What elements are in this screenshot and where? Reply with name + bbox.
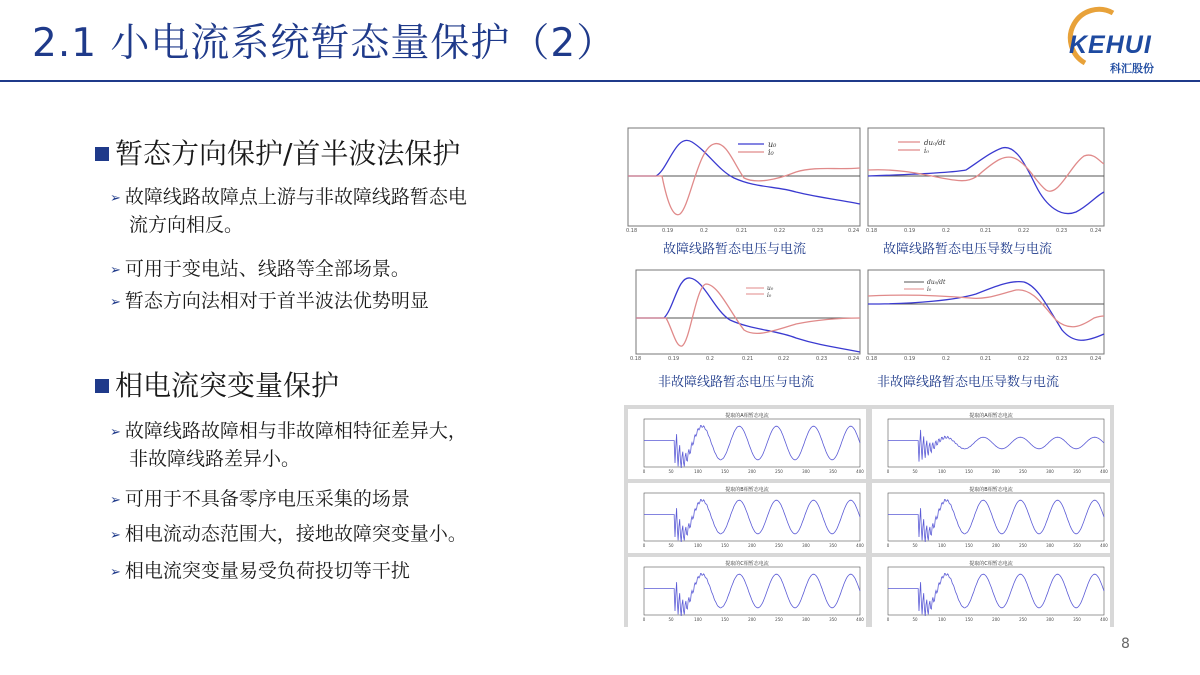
x-tick-label: 0.24 [848,228,860,234]
x-tick-label: 0.18 [630,356,642,362]
panel-x-tick-label: 200 [992,617,1000,622]
panel-x-tick-label: 0 [642,469,646,474]
legend-label: u₀ [767,285,774,292]
list-item: ➢ 可用于变电站、线路等全部场景。 [110,258,410,280]
page-number: 8 [1121,636,1130,652]
panel-x-tick-label: 200 [748,469,756,474]
panel-x-tick-label: 200 [992,543,1000,548]
panel-x-tick-label: 400 [856,617,864,622]
panel-x-tick-label: 400 [856,469,864,474]
panel-x-tick-label: 150 [965,617,973,622]
panel-title: 提取的B相暂态电流 [725,487,769,493]
legend-label: i₀ [927,286,932,293]
x-tick-label: 0.19 [662,228,674,234]
panel-title: 提取的A相暂态电流 [725,413,769,419]
x-tick-label: 0.18 [866,356,878,362]
legend-label: u₀ [768,140,777,149]
phase-current-panel-grid [624,405,1114,627]
x-tick-label: 0.24 [1090,356,1102,362]
panel-x-tick-label: 400 [1100,469,1108,474]
panel-x-tick-label: 400 [856,543,864,548]
panel-x-tick-label: 250 [775,617,783,622]
legend-label: du₀/dt [927,279,946,286]
x-tick-label: 0.21 [980,228,992,234]
panel-x-tick-label: 300 [1046,617,1054,622]
list-item: ➢ 相电流突变量易受负荷投切等干扰 [110,560,410,582]
panel-x-tick-label: 300 [802,469,810,474]
arrow-bullet-icon: ➢ [110,528,121,543]
figure-healthy-line-voltage-derivative-current [866,268,1106,362]
panel-x-tick-label: 150 [965,543,973,548]
x-tick-label: 0.21 [742,356,754,362]
panel-x-tick-label: 100 [694,617,702,622]
logo-subtitle: 科汇股份 [1110,62,1154,75]
title-rule [0,80,1200,82]
figure-fault-line-voltage-current [626,126,862,234]
square-bullet-icon [95,379,109,393]
arrow-bullet-icon: ➢ [110,493,121,508]
panel-x-tick-label: 50 [912,469,918,474]
phase-current-panels [624,405,1114,627]
x-tick-label: 0.18 [626,228,638,234]
panel-x-tick-label: 350 [1073,469,1081,474]
panel-x-tick-label: 50 [668,469,674,474]
x-tick-label: 0.22 [1018,356,1030,362]
figure-caption: 故障线路暂态电压导数与电流 [883,242,1053,257]
list-item: ➢ 故障线路故障相与非故障相特征差异大， 非故障线路差异小。 [110,420,467,470]
x-tick-label: 0.22 [1018,228,1030,234]
phase-current-panel [628,483,866,553]
x-tick-label: 0.21 [980,356,992,362]
list-item: ➢ 故障线路故障点上游与非故障线路暂态电 流方向相反。 [110,186,467,236]
x-tick-label: 0.21 [736,228,748,234]
page-title: 2.1 小电流系统暂态量保护（2） [32,21,617,66]
x-tick-label: 0.22 [778,356,790,362]
list-item: ➢ 暂态方向法相对于首半波法优势明显 [110,290,429,312]
arrow-bullet-icon: ➢ [110,425,121,440]
panel-x-tick-label: 350 [829,543,837,548]
panel-x-tick-label: 100 [694,543,702,548]
list-item: ➢ 相电流动态范围大，接地故障突变量小。 [110,523,467,545]
x-tick-label: 0.24 [1090,228,1102,234]
x-tick-label: 0.18 [866,228,878,234]
panel-x-tick-label: 200 [748,617,756,622]
phase-current-panel [872,409,1110,479]
phase-current-panel [628,557,866,627]
square-bullet-icon [95,147,109,161]
panel-x-tick-label: 150 [721,469,729,474]
panel-title: 提取的B相暂态电流 [969,487,1013,493]
panel-x-tick-label: 250 [1019,469,1027,474]
panel-x-tick-label: 250 [1019,617,1027,622]
phase-current-panel [872,483,1110,553]
arrow-bullet-icon: ➢ [110,295,121,310]
panel-x-tick-label: 0 [886,469,890,474]
panel-x-tick-label: 350 [1073,543,1081,548]
section-heading-transient-direction: 暂态方向保护/首半波法保护 [95,132,460,172]
x-tick-label: 0.22 [774,228,786,234]
panel-x-tick-label: 50 [912,543,918,548]
arrow-bullet-icon: ➢ [110,191,121,206]
x-tick-label: 0.19 [668,356,680,362]
panel-x-tick-label: 100 [938,469,946,474]
panel-x-tick-label: 50 [912,617,918,622]
panel-x-tick-label: 250 [775,469,783,474]
panel-x-tick-label: 300 [1046,543,1054,548]
legend-label: du₀/dt [924,139,946,147]
figure-caption: 故障线路暂态电压与电流 [663,242,807,257]
panel-x-tick-label: 300 [802,543,810,548]
x-tick-label: 0.23 [1056,228,1068,234]
arrow-bullet-icon: ➢ [110,263,121,278]
panel-x-tick-label: 200 [748,543,756,548]
panel-x-tick-label: 250 [775,543,783,548]
panel-x-tick-label: 150 [721,617,729,622]
x-tick-label: 0.19 [904,356,916,362]
figure-caption: 非故障线路暂态电压与电流 [658,375,815,390]
phase-current-panel [628,409,866,479]
x-tick-label: 0.24 [848,356,860,362]
x-tick-label: 0.23 [812,228,824,234]
section-heading-phase-current: 相电流突变量保护 [95,364,339,404]
figure-caption: 非故障线路暂态电压导数与电流 [877,375,1060,390]
panel-x-tick-label: 250 [1019,543,1027,548]
legend-label: i₀ [767,292,772,299]
x-tick-label: 0.23 [1056,356,1068,362]
panel-x-tick-label: 0 [642,543,646,548]
x-tick-label: 0.2 [700,228,708,234]
panel-x-tick-label: 0 [886,543,890,548]
panel-x-tick-label: 300 [802,617,810,622]
legend-label: i₀ [768,148,774,157]
list-item: ➢ 可用于不具备零序电压采集的场景 [110,488,410,510]
panel-title: 提取的A相暂态电流 [969,413,1013,419]
panel-x-tick-label: 400 [1100,543,1108,548]
panel-x-tick-label: 50 [668,543,674,548]
legend-label: i₀ [924,147,930,155]
panel-x-tick-label: 0 [886,617,890,622]
panel-x-tick-label: 350 [829,469,837,474]
panel-x-tick-label: 300 [1046,469,1054,474]
arrow-bullet-icon: ➢ [110,565,121,580]
panel-x-tick-label: 100 [694,469,702,474]
panel-x-tick-label: 100 [938,543,946,548]
x-tick-label: 0.19 [904,228,916,234]
x-tick-label: 0.23 [816,356,828,362]
panel-x-tick-label: 150 [721,543,729,548]
panel-x-tick-label: 0 [642,617,646,622]
phase-current-panel [872,557,1110,627]
panel-x-tick-label: 50 [668,617,674,622]
panel-x-tick-label: 400 [1100,617,1108,622]
panel-x-tick-label: 350 [1073,617,1081,622]
logo-name: KEHUI [1069,31,1152,59]
panel-x-tick-label: 350 [829,617,837,622]
panel-title: 提取的C相暂态电流 [725,561,769,567]
figure-fault-line-voltage-derivative-current [866,126,1106,234]
company-logo [1055,5,1190,77]
panel-title: 提取的C相暂态电流 [969,561,1013,567]
panel-x-tick-label: 100 [938,617,946,622]
panel-x-tick-label: 200 [992,469,1000,474]
panel-x-tick-label: 150 [965,469,973,474]
figure-healthy-line-voltage-current [626,268,862,362]
x-tick-label: 0.2 [706,356,714,362]
x-tick-label: 0.2 [942,228,950,234]
x-tick-label: 0.2 [942,356,950,362]
